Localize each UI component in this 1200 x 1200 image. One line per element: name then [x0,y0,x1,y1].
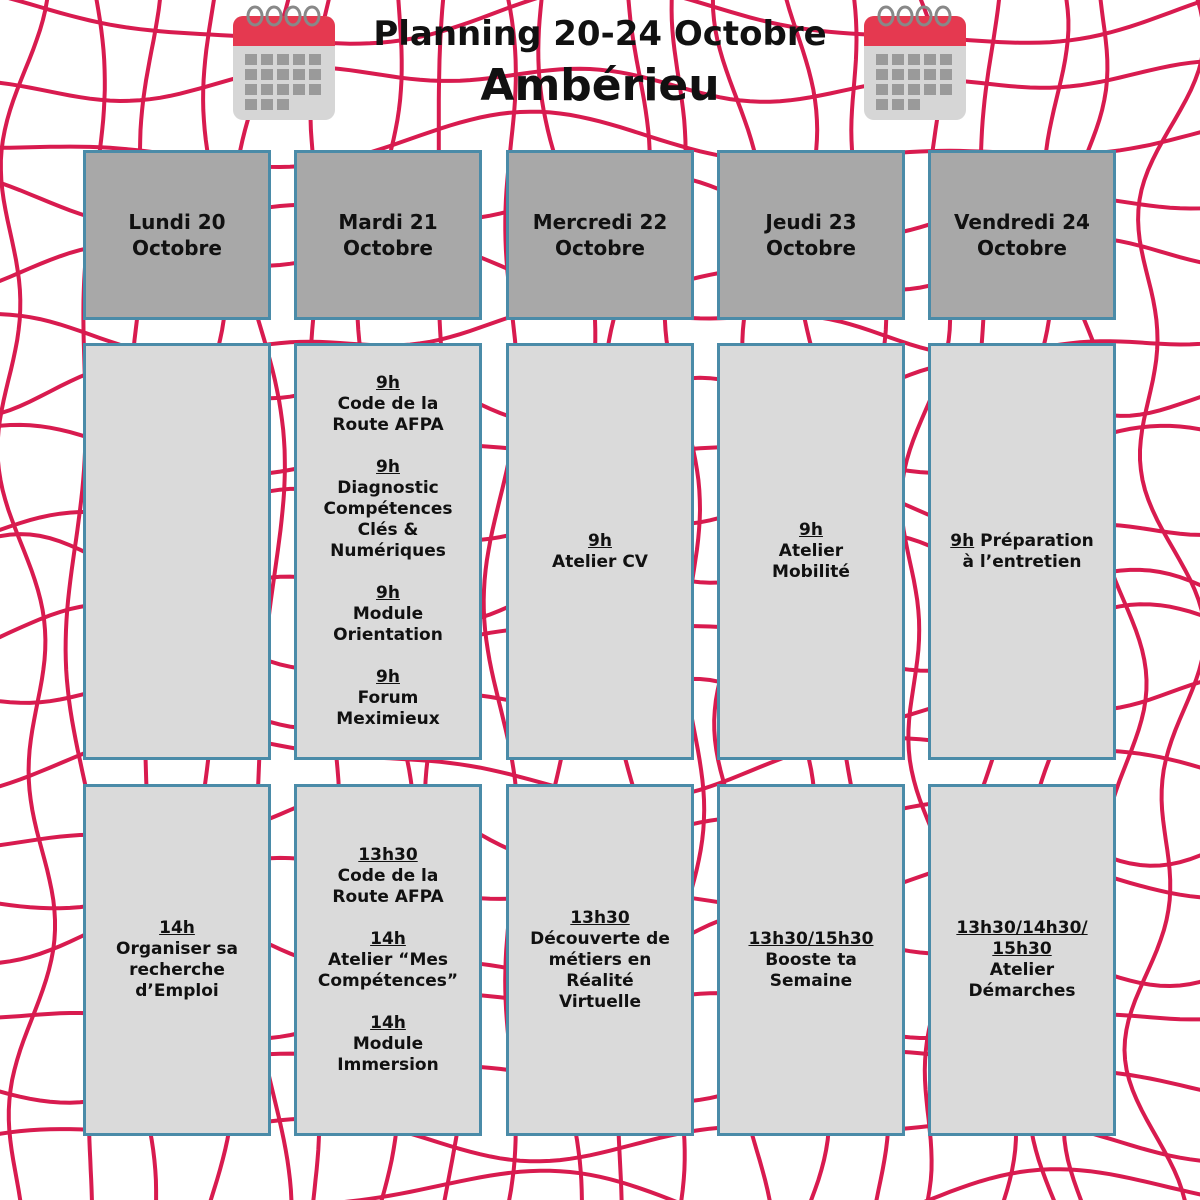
event [307,667,469,730]
event [730,929,892,992]
event-time: 9h [376,373,400,393]
event [730,520,892,583]
page-subtitle: Ambérieu [480,60,720,111]
event-label: Atelier “Mes Compétences” [317,949,459,991]
afternoon-slot-tuesday [294,784,482,1136]
morning-slot-tuesday [294,343,482,760]
day-name: Lundi 20 [128,210,226,234]
event-time: 9h [376,583,400,603]
event-label: Organiser sa recherche d’Emploi [116,939,238,1001]
day-header-friday [928,150,1116,320]
grid-line [0,1169,1200,1200]
event [307,583,469,646]
day-month: Octobre [977,236,1067,260]
afternoon-slot-friday [928,784,1116,1136]
event-time: 13h30 [358,844,418,865]
afternoon-slot-wednesday [506,784,694,1136]
morning-slot-friday [928,343,1116,760]
afternoon-slot-monday [83,784,271,1136]
calendar-icon [231,2,337,122]
event-time: 9h [950,530,975,551]
day-month: Octobre [766,236,856,260]
day-header-thursday [717,150,905,320]
event-label: Diagnostic Compétences Clés & Numériques [323,478,453,561]
event-time: 9h [376,457,400,477]
day-month: Octobre [132,236,222,260]
event-time: 13h30 [570,907,630,928]
event [307,845,469,908]
event-time: 13h30/14h30/ 15h30 [956,918,1088,959]
event-label: Code de la Route AFPA [332,865,444,907]
event [307,373,469,436]
morning-slot-thursday [717,343,905,760]
event-time: 13h30/15h30 [748,928,874,949]
calendar-icon [862,2,968,122]
day-header-monday [83,150,271,320]
grid-line [0,0,55,1200]
event-label: Module Immersion [337,1033,439,1075]
event-time: 14h [159,918,195,938]
event [552,531,648,573]
event [519,908,681,1013]
event-label: Booste ta Semaine [765,949,857,991]
event [307,1013,469,1076]
event-time: 14h [370,1012,406,1033]
day-header-tuesday [294,150,482,320]
afternoon-slot-thursday [717,784,905,1136]
event-label: Code de la Route AFPA [332,394,444,435]
page-title: Planning 20-24 Octobre [373,14,827,54]
morning-slot-wednesday [506,343,694,760]
event-time: 9h [588,530,612,551]
day-name: Mardi 21 [338,210,438,234]
event-label: Préparation à l’entretien [962,530,1094,572]
day-name: Mercredi 22 [532,210,668,234]
event-time: 14h [370,928,406,949]
event-label: Forum Meximieux [336,688,440,729]
day-name: Jeudi 23 [765,210,857,234]
day-month: Octobre [343,236,433,260]
event [96,918,258,1002]
event-label: Atelier CV [552,551,648,572]
morning-slot-monday [83,343,271,760]
event-label: Module Orientation [333,604,443,645]
day-name: Vendredi 24 [954,210,1090,234]
event [307,929,469,992]
event-label: Atelier Démarches [968,960,1076,1001]
event [941,531,1103,573]
event-label: Découverte de métiers en Réalité Virtuelle [530,928,670,1012]
event-time: 9h [799,520,823,540]
day-month: Octobre [555,236,645,260]
event-time: 9h [376,667,400,687]
event [938,918,1105,1002]
event [307,457,469,562]
event-label: Atelier Mobilité [772,541,850,582]
day-header-wednesday [506,150,694,320]
